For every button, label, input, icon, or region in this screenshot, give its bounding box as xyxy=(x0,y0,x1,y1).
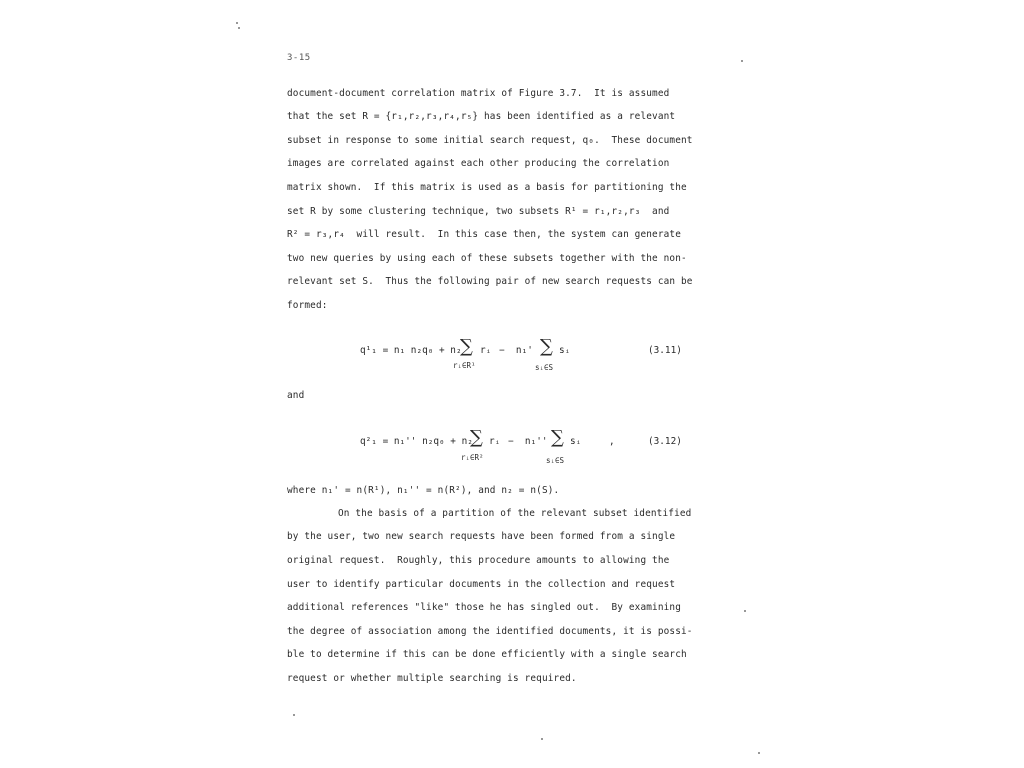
equation-number: (3.12) xyxy=(648,436,682,447)
paragraph-line: original request. Roughly, this procedure amounts to allowing the xyxy=(287,555,670,566)
paragraph-line: by the user, two new search requests have been formed from a single xyxy=(287,531,676,542)
summation-term: rᵢ xyxy=(489,436,501,447)
body-line: R² = r₃,r₄ will result. In this case then, the system can generate xyxy=(287,229,682,240)
scan-speck xyxy=(741,60,743,62)
paragraph-line: user to identify particular documents in the collection and request xyxy=(287,579,676,590)
where-line: where n₁' = n(R¹), n₁'' = n(R²), and n₂ = n(S). xyxy=(287,485,560,496)
summation-index: rᵢ∈R¹ xyxy=(453,361,476,370)
summation-sign: ∑ xyxy=(460,336,473,357)
summation-term: sᵢ xyxy=(559,345,571,356)
scan-speck xyxy=(758,752,760,754)
body-line: formed: xyxy=(287,300,328,311)
summation-index: sᵢ∈S xyxy=(535,363,554,372)
page-number: 3-15 xyxy=(287,53,311,63)
equation-number: (3.11) xyxy=(648,345,682,356)
body-line: relevant set S. Thus the following pair of new search requests can be xyxy=(287,276,693,287)
paragraph-line: On the basis of a partition of the relevant subset identified xyxy=(338,508,692,519)
paragraph-line: request or whether multiple searching is required. xyxy=(287,673,577,684)
body-line: that the set R = {r₁,r₂,r₃,r₄,r₅} has been identified as a relevant xyxy=(287,111,676,122)
minus-coefficient: − n₁' xyxy=(499,345,533,356)
summation-term: rᵢ xyxy=(480,345,492,356)
summation-term: sᵢ xyxy=(570,436,582,447)
equation-lhs: q¹₁ = n₁ n₂q₀ + n₂ xyxy=(360,345,462,356)
paragraph-line: ble to determine if this can be done efficiently with a single search xyxy=(287,649,687,660)
summation-index: rᵢ∈R² xyxy=(461,453,484,462)
body-line: document-document correlation matrix of Figure 3.7. It is assumed xyxy=(287,88,670,99)
paragraph-line: additional references "like" those he has singled out. By examining xyxy=(287,602,682,613)
equation-comma: , xyxy=(609,436,615,447)
body-line: subset in response to some initial search request, q₀. These document xyxy=(287,135,693,146)
summation-sign: ∑ xyxy=(470,427,483,448)
scan-speck xyxy=(236,22,238,24)
body-line: two new queries by using each of these subsets together with the non- xyxy=(287,253,687,264)
equation-lhs: q²₁ = n₁'' n₂q₀ + n₂ xyxy=(360,436,473,447)
minus-coefficient: − n₁'' xyxy=(508,436,548,447)
scan-speck xyxy=(541,738,543,740)
summation-sign: ∑ xyxy=(540,336,553,357)
summation-sign: ∑ xyxy=(551,427,564,448)
body-line: matrix shown. If this matrix is used as a basis for partitioning the xyxy=(287,182,687,193)
paragraph-line: the degree of association among the identified documents, it is possi- xyxy=(287,626,693,637)
scan-speck xyxy=(293,714,295,716)
body-line: set R by some clustering technique, two subsets R¹ = r₁,r₂,r₃ and xyxy=(287,206,670,217)
scan-speck xyxy=(744,610,746,612)
and-text: and xyxy=(287,390,305,401)
scan-speck xyxy=(238,27,240,29)
body-line: images are correlated against each other producing the correlation xyxy=(287,158,670,169)
summation-index: sᵢ∈S xyxy=(546,456,565,465)
